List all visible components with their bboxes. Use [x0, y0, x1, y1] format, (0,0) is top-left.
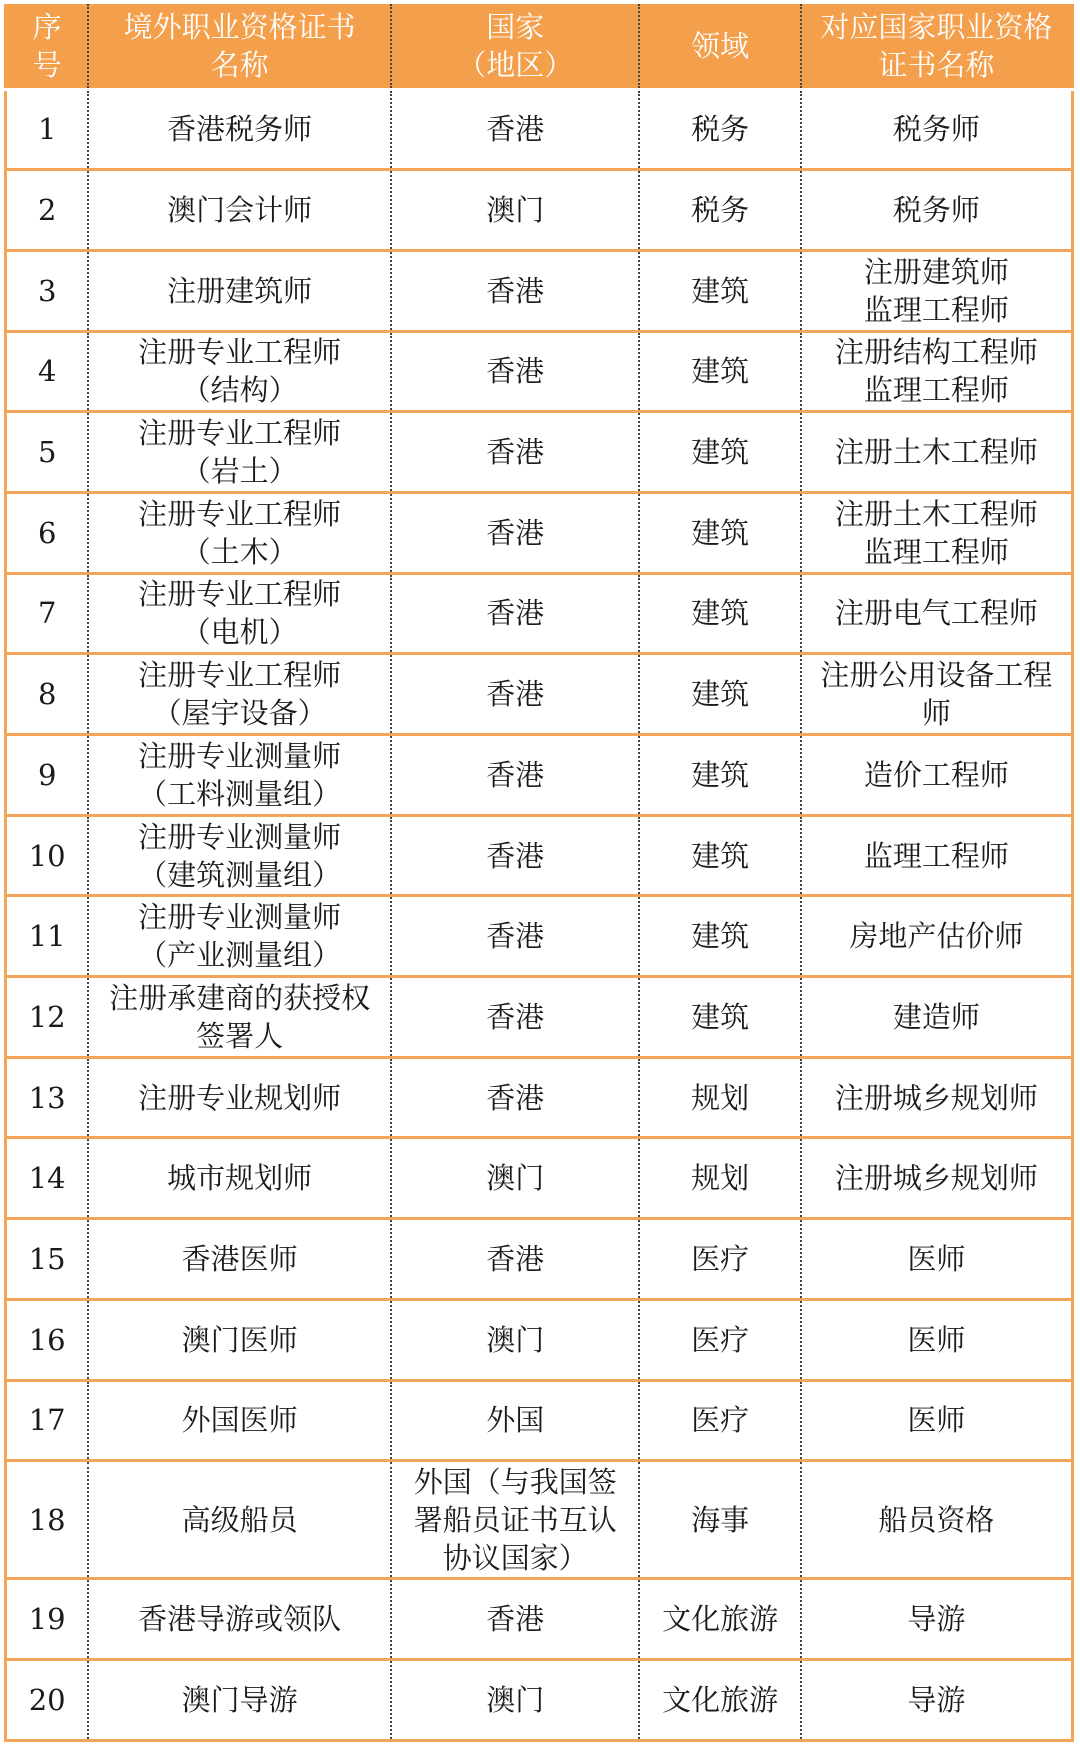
cell-field-text: 税务: [691, 193, 750, 228]
cell-field: [639, 250, 800, 331]
cell-index: [6, 412, 89, 493]
cell-foreign-certificate-text: 注册专业测量师 （工料测量组）: [138, 738, 342, 811]
cell-field-text: 建筑: [691, 515, 750, 550]
header-cell-national-certificate: 对应国家职业资格 证书名称: [801, 4, 1073, 89]
cell-foreign-certificate-text: 澳门会计师: [167, 193, 313, 228]
cell-field-text: 建筑: [691, 999, 750, 1034]
cell-field-text: 建筑: [691, 435, 750, 470]
cell-field: [639, 1380, 800, 1461]
cell-foreign-certificate: [88, 573, 391, 654]
cell-foreign-certificate-text: 注册专业工程师 （结构）: [138, 335, 342, 408]
cell-national-certificate-text: 医师: [907, 1403, 966, 1438]
table-row: [6, 1219, 1073, 1300]
cell-country-region: [391, 573, 640, 654]
cell-index-text: 17: [28, 1403, 66, 1438]
cell-country-region: [391, 977, 640, 1058]
cell-country-region-text: 香港: [486, 435, 545, 470]
cell-national-certificate: [801, 573, 1073, 654]
cell-country-region: [391, 250, 640, 331]
cell-country-region: [391, 170, 640, 251]
cell-foreign-certificate: [88, 170, 391, 251]
cell-national-certificate: [801, 735, 1073, 816]
cell-index: [6, 492, 89, 573]
cell-field: [639, 896, 800, 977]
cell-field: [639, 1057, 800, 1138]
table-row: [6, 1461, 1073, 1579]
cell-country-region-text: 外国（与我国签 署船员证书互认 协议国家）: [413, 1464, 617, 1575]
cell-field-text: 建筑: [691, 273, 750, 308]
cell-foreign-certificate: [88, 815, 391, 896]
cell-index-text: 11: [28, 919, 66, 954]
cell-national-certificate-text: 注册土木工程师: [834, 435, 1038, 470]
cell-foreign-certificate-text: 香港医师: [181, 1241, 298, 1276]
cell-country-region: [391, 896, 640, 977]
cell-country-region: [391, 1057, 640, 1138]
header-cell-foreign-certificate: 境外职业资格证书 名称: [88, 4, 391, 89]
cell-field-text: 医疗: [691, 1241, 750, 1276]
cell-national-certificate-text: 注册城乡规划师: [834, 1161, 1038, 1196]
table-row: [6, 654, 1073, 735]
cell-foreign-certificate: [88, 331, 391, 412]
cell-foreign-certificate-text: 香港导游或领队: [138, 1602, 342, 1637]
cell-index: [6, 896, 89, 977]
table-row: [6, 1380, 1073, 1461]
cell-national-certificate: [801, 412, 1073, 493]
cell-foreign-certificate: [88, 1380, 391, 1461]
cell-country-region: [391, 1219, 640, 1300]
cell-country-region-text: 香港: [486, 677, 545, 712]
cell-country-region: [391, 1461, 640, 1579]
cell-country-region: [391, 654, 640, 735]
cell-index: [6, 1380, 89, 1461]
cell-foreign-certificate-text: 注册专业工程师 （岩土）: [138, 416, 342, 489]
cell-country-region: [391, 492, 640, 573]
cell-foreign-certificate-text: 注册专业测量师 （建筑测量组）: [138, 819, 342, 892]
cell-national-certificate: [801, 1057, 1073, 1138]
table-row: [6, 735, 1073, 816]
cell-index-text: 15: [28, 1241, 66, 1276]
cell-field: [639, 815, 800, 896]
cell-index: [6, 1219, 89, 1300]
cell-field: [639, 412, 800, 493]
cell-country-region-text: 香港: [486, 273, 545, 308]
cell-field: [639, 492, 800, 573]
cell-foreign-certificate: [88, 1579, 391, 1660]
cell-foreign-certificate: [88, 89, 391, 170]
cell-index-text: 16: [28, 1322, 66, 1357]
cell-national-certificate: [801, 492, 1073, 573]
cell-foreign-certificate: [88, 735, 391, 816]
cell-foreign-certificate-text: 注册专业规划师: [138, 1080, 342, 1115]
cell-country-region-text: 香港: [486, 1080, 545, 1115]
cell-field: [639, 1579, 800, 1660]
cell-country-region-text: 澳门: [486, 1322, 545, 1357]
cell-index: [6, 250, 89, 331]
cell-field: [639, 170, 800, 251]
cell-country-region: [391, 735, 640, 816]
cell-country-region: [391, 1660, 640, 1741]
cell-national-certificate-text: 导游: [907, 1683, 966, 1718]
cell-field-text: 建筑: [691, 596, 750, 631]
table-row: [6, 170, 1073, 251]
cell-country-region: [391, 815, 640, 896]
cell-index: [6, 331, 89, 412]
table-body: [6, 89, 1073, 1741]
cell-country-region-text: 香港: [486, 838, 545, 873]
cell-national-certificate-text: 监理工程师: [863, 838, 1009, 873]
cell-field: [639, 1219, 800, 1300]
cell-index-text: 2: [37, 193, 57, 228]
cell-country-region-text: 香港: [486, 354, 545, 389]
cell-country-region-text: 香港: [486, 515, 545, 550]
cell-national-certificate: [801, 331, 1073, 412]
cell-index-text: 6: [37, 515, 57, 550]
cell-field: [639, 1660, 800, 1741]
table-row: [6, 1579, 1073, 1660]
table-row: [6, 1660, 1073, 1741]
cell-index: [6, 1660, 89, 1741]
table-row: [6, 250, 1073, 331]
cell-index-text: 19: [28, 1602, 66, 1637]
cell-index: [6, 1299, 89, 1380]
cell-national-certificate: [801, 815, 1073, 896]
cell-index-text: 12: [28, 999, 66, 1034]
cell-national-certificate: [801, 250, 1073, 331]
cell-field-text: 建筑: [691, 919, 750, 954]
cell-field: [639, 573, 800, 654]
cell-foreign-certificate-text: 城市规划师: [167, 1161, 313, 1196]
cell-field-text: 医疗: [691, 1322, 750, 1357]
cell-foreign-certificate-text: 注册承建商的获授权 签署人: [109, 980, 371, 1053]
cell-national-certificate-text: 医师: [907, 1241, 966, 1276]
cell-foreign-certificate-text: 注册专业工程师 （屋宇设备）: [138, 658, 342, 731]
cell-country-region: [391, 412, 640, 493]
cell-country-region: [391, 1579, 640, 1660]
cell-national-certificate-text: 船员资格: [878, 1502, 995, 1537]
cell-national-certificate: [801, 1138, 1073, 1219]
cell-index-text: 9: [37, 757, 57, 792]
header-cell-field: 领域: [639, 4, 800, 89]
cell-index-text: 4: [37, 354, 57, 389]
cell-foreign-certificate: [88, 977, 391, 1058]
cell-national-certificate: [801, 1579, 1073, 1660]
cell-foreign-certificate: [88, 1660, 391, 1741]
cell-national-certificate: [801, 654, 1073, 735]
cell-foreign-certificate: [88, 1219, 391, 1300]
cell-foreign-certificate: [88, 1461, 391, 1579]
cell-field: [639, 977, 800, 1058]
cell-field-text: 文化旅游: [662, 1602, 779, 1637]
table-row: [6, 977, 1073, 1058]
cell-foreign-certificate-text: 澳门医师: [181, 1322, 298, 1357]
cell-national-certificate-text: 注册建筑师 监理工程师: [863, 254, 1009, 327]
cell-field: [639, 1299, 800, 1380]
cell-field: [639, 331, 800, 412]
cell-foreign-certificate: [88, 1057, 391, 1138]
cell-national-certificate-text: 注册土木工程师 监理工程师: [834, 496, 1038, 569]
cell-national-certificate-text: 医师: [907, 1322, 966, 1357]
cell-index-text: 1: [37, 112, 57, 147]
cell-foreign-certificate: [88, 412, 391, 493]
cell-foreign-certificate-text: 注册专业测量师 （产业测量组）: [138, 900, 342, 973]
cell-foreign-certificate-text: 高级船员: [181, 1502, 298, 1537]
cell-index: [6, 815, 89, 896]
cell-field: [639, 735, 800, 816]
cell-country-region: [391, 1138, 640, 1219]
cell-foreign-certificate-text: 注册建筑师: [167, 273, 313, 308]
cell-national-certificate-text: 注册公用设备工程 师: [820, 658, 1053, 731]
cell-index: [6, 654, 89, 735]
cell-foreign-certificate: [88, 1299, 391, 1380]
cell-field: [639, 89, 800, 170]
header-cell-index: 序 号: [6, 4, 89, 89]
table-row: [6, 573, 1073, 654]
table-row: [6, 89, 1073, 170]
cell-national-certificate-text: 税务师: [892, 193, 980, 228]
cell-country-region-text: 香港: [486, 596, 545, 631]
cell-country-region-text: 香港: [486, 999, 545, 1034]
cell-index-text: 20: [28, 1683, 66, 1718]
cell-national-certificate: [801, 170, 1073, 251]
cell-foreign-certificate: [88, 896, 391, 977]
cell-foreign-certificate-text: 澳门导游: [181, 1683, 298, 1718]
cell-index-text: 18: [28, 1502, 66, 1537]
cell-national-certificate: [801, 896, 1073, 977]
table-row: [6, 896, 1073, 977]
cell-country-region-text: 香港: [486, 919, 545, 954]
cell-field-text: 规划: [691, 1080, 750, 1115]
cell-field-text: 建筑: [691, 354, 750, 389]
cell-national-certificate-text: 注册结构工程师 监理工程师: [834, 335, 1038, 408]
cell-country-region-text: 澳门: [486, 1161, 545, 1196]
cell-index-text: 13: [28, 1080, 66, 1115]
cell-national-certificate: [801, 1380, 1073, 1461]
cell-country-region-text: 香港: [486, 1602, 545, 1637]
cell-foreign-certificate-text: 外国医师: [181, 1403, 298, 1438]
cell-national-certificate: [801, 977, 1073, 1058]
cell-index: [6, 1461, 89, 1579]
cell-foreign-certificate: [88, 1138, 391, 1219]
cell-country-region-text: 澳门: [486, 1683, 545, 1718]
cell-field: [639, 654, 800, 735]
cell-foreign-certificate-text: 香港税务师: [167, 112, 313, 147]
cell-national-certificate: [801, 1461, 1073, 1579]
cell-national-certificate: [801, 1299, 1073, 1380]
cell-index-text: 5: [37, 435, 57, 470]
cell-index: [6, 89, 89, 170]
table-row: [6, 331, 1073, 412]
cell-index: [6, 735, 89, 816]
cell-country-region-text: 香港: [486, 757, 545, 792]
table-row: [6, 412, 1073, 493]
cell-country-region-text: 香港: [486, 112, 545, 147]
cell-field-text: 建筑: [691, 838, 750, 873]
cell-index-text: 10: [28, 838, 66, 873]
cell-foreign-certificate: [88, 654, 391, 735]
cell-national-certificate: [801, 1660, 1073, 1741]
table-row: [6, 1299, 1073, 1380]
table-header-row: [6, 4, 1073, 89]
cell-foreign-certificate: [88, 492, 391, 573]
cell-foreign-certificate: [88, 250, 391, 331]
cell-national-certificate-text: 税务师: [892, 112, 980, 147]
cell-country-region-text: 澳门: [486, 193, 545, 228]
cell-field: [639, 1461, 800, 1579]
cell-field-text: 税务: [691, 112, 750, 147]
cell-national-certificate-text: 建造师: [892, 999, 980, 1034]
cell-index-text: 14: [28, 1161, 66, 1196]
cell-country-region-text: 外国: [486, 1403, 545, 1438]
cell-index-text: 8: [37, 677, 57, 712]
cell-index: [6, 977, 89, 1058]
cell-index-text: 7: [37, 596, 57, 631]
cell-country-region: [391, 1380, 640, 1461]
certificate-table-container: [4, 4, 1074, 1742]
cell-foreign-certificate-text: 注册专业工程师 （电机）: [138, 577, 342, 650]
header-cell-country-region: 国家 （地区）: [391, 4, 640, 89]
cell-field-text: 文化旅游: [662, 1683, 779, 1718]
cell-field-text: 建筑: [691, 677, 750, 712]
cell-index: [6, 170, 89, 251]
cell-foreign-certificate-text: 注册专业工程师 （土木）: [138, 496, 342, 569]
table-row: [6, 1057, 1073, 1138]
cell-index: [6, 1057, 89, 1138]
cell-field-text: 医疗: [691, 1403, 750, 1438]
cell-field: [639, 1138, 800, 1219]
cell-field-text: 建筑: [691, 757, 750, 792]
cell-index-text: 3: [37, 273, 57, 308]
cell-national-certificate-text: 导游: [907, 1602, 966, 1637]
cell-index: [6, 1138, 89, 1219]
cell-field-text: 海事: [691, 1502, 750, 1537]
cell-index: [6, 573, 89, 654]
cell-country-region-text: 香港: [486, 1241, 545, 1276]
cell-country-region: [391, 1299, 640, 1380]
table-row: [6, 492, 1073, 573]
cell-national-certificate-text: 注册电气工程师: [834, 596, 1038, 631]
cell-national-certificate: [801, 89, 1073, 170]
cell-national-certificate-text: 注册城乡规划师: [834, 1080, 1038, 1115]
cell-national-certificate-text: 房地产估价师: [849, 919, 1024, 954]
cell-country-region: [391, 89, 640, 170]
cell-national-certificate: [801, 1219, 1073, 1300]
certificate-table: [4, 4, 1074, 1742]
table-row: [6, 815, 1073, 896]
table-row: [6, 1138, 1073, 1219]
cell-country-region: [391, 331, 640, 412]
cell-index: [6, 1579, 89, 1660]
cell-field-text: 规划: [691, 1161, 750, 1196]
cell-national-certificate-text: 造价工程师: [863, 757, 1009, 792]
